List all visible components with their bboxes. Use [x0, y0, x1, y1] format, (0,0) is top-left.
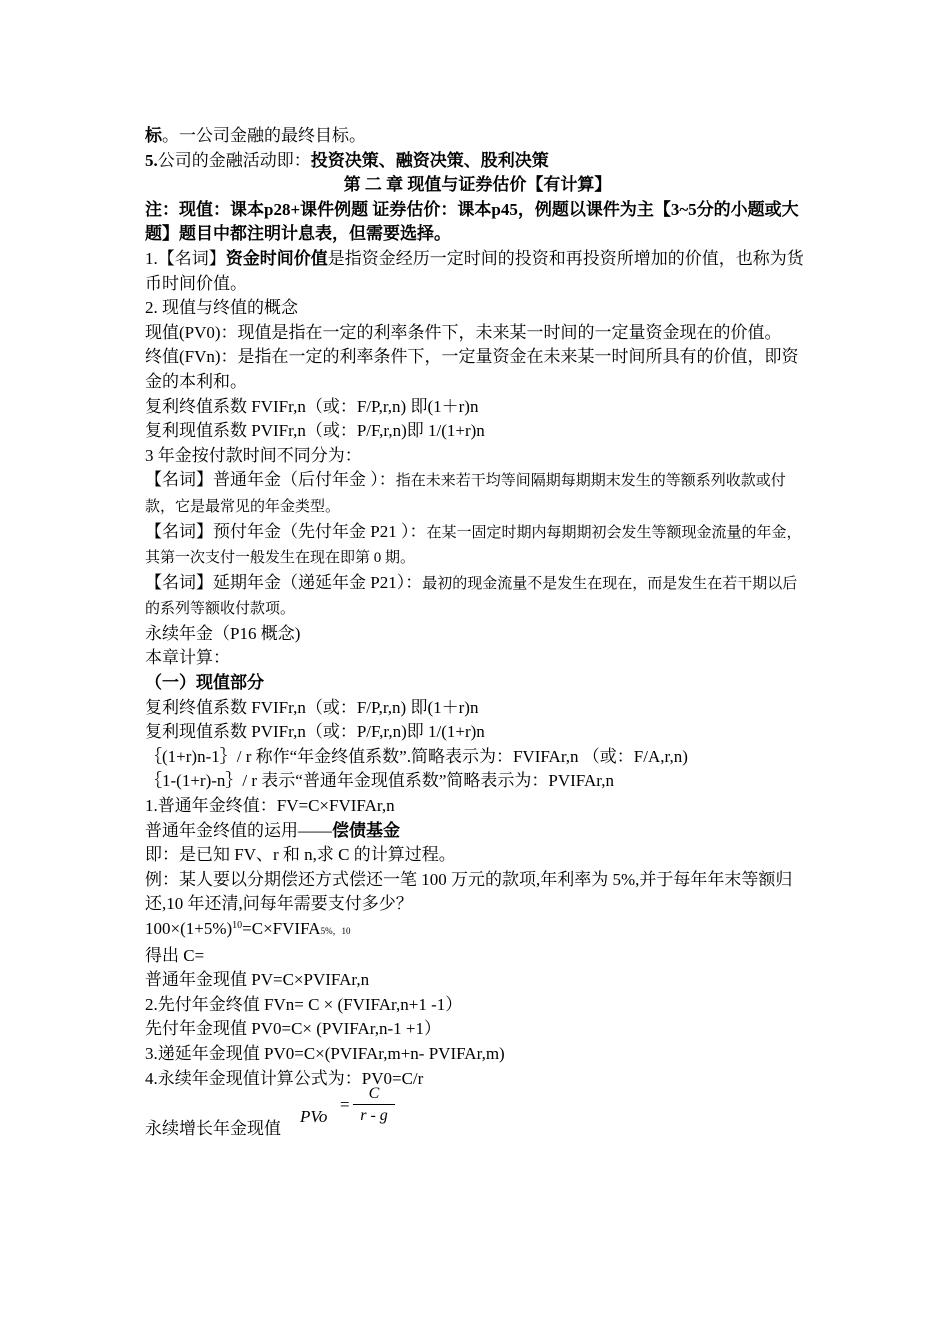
document-page	[145, 124, 810, 1141]
text: 100×(1+5%)	[145, 919, 233, 938]
text-line: 得出 C=	[145, 945, 205, 965]
definition: 最初的现金流量不是发生在现在，而是发生在若干期以后的系列等额收付款项。	[145, 575, 798, 618]
formula-line: 1.普通年金终值：FV=C×FVIFAr,n	[145, 796, 395, 816]
term: 【名词】延期年金（递延年金 P21）：	[145, 572, 423, 592]
exponent: 10	[232, 920, 243, 931]
formula-line: 2.先付年金终值 FVn= C × (FVIFAr,n+1 -1）	[145, 994, 463, 1014]
paragraph: 终值(FVn)：是指在一定的利率条件下，一定量资金在未来某一时间所具有的价值，即资金的本利和。	[145, 347, 799, 391]
definition-annuity-due	[145, 520, 810, 571]
bold-term: 资金时间价值	[225, 248, 328, 268]
term: 【名词】普通年金（后付年金 ）：	[145, 470, 396, 490]
paragraph	[145, 247, 810, 296]
text: 是指资金经历一定时间的投资和再投资所增加的价值，也称为货币时间价值。	[145, 248, 804, 293]
formula-label: 永续增长年金现值	[145, 1118, 281, 1138]
growing-perpetuity-formula	[145, 1085, 810, 1141]
text-line: 复利现值系数 PVIFr,n（或：P/F,r,n)即 1/(1+r)n	[145, 421, 485, 441]
fraction	[353, 1085, 395, 1125]
definition: 指在未来若干均等间隔期每期期末发生的等额系列收款或付款，它是最常见的年金类型。	[145, 473, 786, 515]
text-line: ｛(1+r)n-1｝/ r 称作“年金终值系数”.简略表示为：FVIFAr,n （或：F/A,r,n)	[145, 746, 688, 766]
definition-ordinary-annuity	[145, 468, 810, 519]
equation-line	[145, 917, 810, 944]
text-line	[145, 149, 810, 174]
text-line	[145, 124, 810, 149]
example-paragraph: 例：某人要以分期偿还方式偿还一笔 100 万元的款项,年利率为 5%,并于每年年末等额归还,10 年还清,问每年需要支付多少？	[145, 869, 793, 914]
section-heading: （一）现值部分	[145, 673, 264, 693]
text: =C×FVIFA	[242, 919, 321, 938]
formula-line: 先付年金现值 PV0=C× (PVIFAr,n-1 +1）	[145, 1019, 441, 1039]
text-line: 本章计算：	[145, 648, 230, 668]
text: 。一公司金融的最终目标。	[162, 126, 366, 145]
text-line: 3 年金按付款时间不同分为：	[145, 445, 362, 465]
text: 1.【名词】	[145, 248, 226, 268]
definition-deferred-annuity	[145, 571, 810, 622]
formula-line: 4.永续年金现值计算公式为：PV0=C/r	[145, 1068, 424, 1088]
text-line: 即：是已知 FV、r 和 n,求 C 的计算过程。	[145, 845, 456, 865]
definition: 在某一固定时期内每期期初会发生等额现金流量的年金，其第一次支付一般发生在现在即第 0 期。	[145, 524, 802, 567]
bold-text: 5.	[145, 150, 158, 170]
text-line	[145, 819, 810, 844]
denominator: r - g	[360, 1107, 388, 1125]
text-line: 复利现值系数 PVIFr,n（或：P/F,r,n)即 1/(1+r)n	[145, 722, 485, 742]
paragraph: 现值(PV0)：现值是指在一定的利率条件下，未来某一时间的一定量资金现在的价值。	[145, 322, 782, 342]
chapter-title: 第 二 章 现值与证券估价【有计算】	[343, 175, 612, 195]
bold-text: 投资决策、融资决策、股利决策	[310, 150, 549, 170]
text-line: ｛1-(1+r)-n｝/ r 表示“普通年金现值系数”简略表示为：PVIFAr,n	[145, 771, 614, 791]
numerator: C	[353, 1085, 395, 1105]
text-line: 复利终值系数 FVIFr,n（或：F/P,r,n) 即(1＋r)n	[145, 697, 479, 717]
note-paragraph: 注：现值：课本p28+课件例题 证券估价：课本p45，例题以课件为主【3~5分的小题或大题】题目中都注明计息表，但需要选择。	[145, 199, 799, 244]
text-line: 2. 现值与终值的概念	[145, 298, 298, 318]
text-line: 复利终值系数 FVIFr,n（或：F/P,r,n) 即(1＋r)n	[145, 396, 479, 416]
formula-line: 3.递延年金现值 PV0=C×(PVIFAr,m+n- PVIFAr,m)	[145, 1043, 505, 1063]
text: 公司的金融活动即：	[157, 150, 311, 170]
subscript: 5%，10	[320, 926, 351, 936]
formula-lhs: PVo	[300, 1107, 328, 1127]
term: 【名词】预付年金（先付年金 P21 ）：	[145, 521, 427, 541]
formula-line: 普通年金现值 PV=C×PVIFAr,n	[145, 970, 370, 990]
bold-term: 偿债基金	[332, 820, 400, 840]
text: 普通年金终值的运用——	[145, 820, 332, 840]
equals-sign: =	[340, 1095, 350, 1115]
text-line: 永续年金（P16 概念)	[145, 623, 301, 643]
bold-text: 标	[145, 126, 162, 145]
